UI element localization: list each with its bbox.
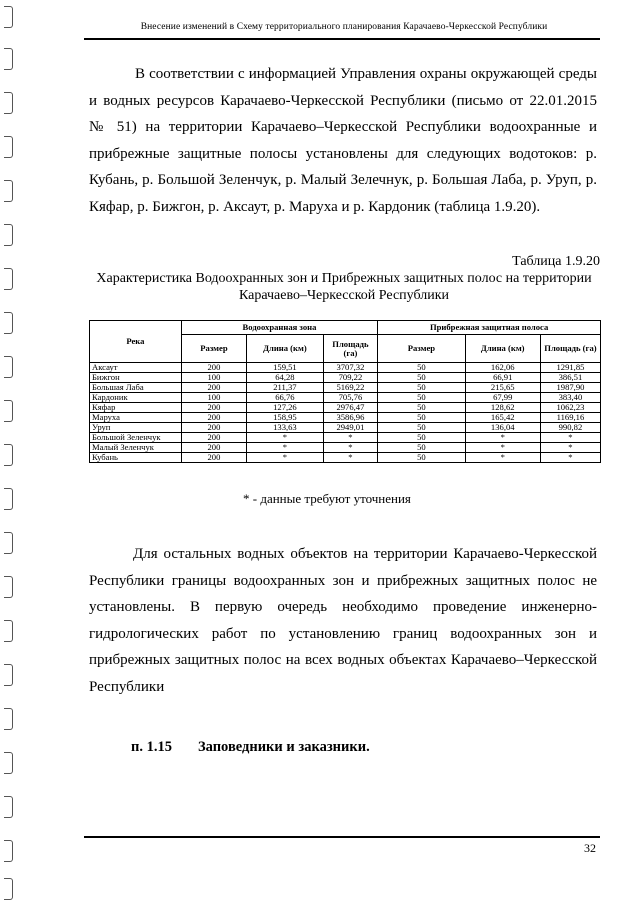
binder-hole [4,48,13,70]
wz-length: 159,51 [247,363,323,373]
wz-length: * [247,433,323,443]
binder-hole [4,840,13,862]
intro-paragraph: В соответствии с информацией Управления охраны окружающей среды и водных ресурсов Карачаево-Черкесской Республики (письмо от 22.01.2015 № 51) на территории Карачаево–Черкесской Республики водоохранные и прибрежные защитные полосы установлены для следующих водотоков: р. Кубань, р. Большой Зеленчук, р. Малый Зелечнук, р. Большая Лаба, р. Уруп, р. Кяфар, р. Бижгон, р. Аксаут, р. Маруха и р. Кардоник (таблица 1.9.20). [89,66,597,215]
wz-area: 5169,22 [323,383,378,393]
river-name: Малый Зеленчук [90,443,182,453]
cp-size: 50 [378,393,465,403]
table-row [90,403,601,413]
table-row [90,413,601,423]
table-footnote: * - данные требуют уточнения [243,491,411,506]
wz-length: 66,76 [247,393,323,403]
section-heading [131,739,370,756]
binder-hole [4,878,13,900]
cp-area: * [540,433,600,443]
wz-size: 100 [181,393,247,403]
cp-area: 386,51 [540,373,600,383]
wz-area: * [323,453,378,463]
table-row [90,423,601,433]
table-row [90,443,601,453]
wz-length: 127,26 [247,403,323,413]
binder-hole [4,400,13,422]
header-length: Длина (км) [247,335,323,363]
binder-hole [4,620,13,642]
header-size: Размер [378,335,465,363]
cp-size: 50 [378,403,465,413]
cp-size: 50 [378,413,465,423]
cp-area: * [540,453,600,463]
river-name: Большая Лаба [90,383,182,393]
cp-length: 66,91 [465,373,540,383]
binder-hole [4,92,13,114]
table-row [90,393,601,403]
section-number: п. 1.15 [131,739,172,755]
header-coastal-strip: Прибрежная защитная полоса [378,321,601,335]
cp-area: 1291,85 [540,363,600,373]
cp-size: 50 [378,433,465,443]
running-header: Внесение изменений в Схему территориального планирования Карачаево-Черкесской Республики [140,22,548,32]
header-area: Площадь (га) [540,335,600,363]
wz-area: 3586,96 [323,413,378,423]
wz-length: 64,28 [247,373,323,383]
binder-hole [4,444,13,466]
table-row [90,373,601,383]
binder-hole [4,312,13,334]
binder-hole [4,532,13,554]
cp-size: 50 [378,383,465,393]
binder-hole [4,708,13,730]
wz-size: 200 [181,433,247,443]
wz-length: * [247,453,323,463]
river-name: Аксаут [90,363,182,373]
cp-length: * [465,453,540,463]
water-zones-table [89,320,601,463]
wz-length: 133,63 [247,423,323,433]
wz-area: * [323,443,378,453]
wz-length: 211,37 [247,383,323,393]
wz-area: 3707,32 [323,363,378,373]
cp-size: 50 [378,363,465,373]
river-name: Кардоник [90,393,182,403]
footer-rule [84,836,600,838]
cp-length: 162,06 [465,363,540,373]
binder-hole [4,136,13,158]
wz-size: 200 [181,383,247,393]
river-name: Уруп [90,423,182,433]
wz-area: 709,22 [323,373,378,383]
wz-size: 200 [181,443,247,453]
cp-length: 165,42 [465,413,540,423]
header-area: Площадь (га) [323,335,378,363]
binder-holes [0,0,22,905]
cp-length: 128,62 [465,403,540,413]
cp-size: 50 [378,423,465,433]
wz-length: 158,95 [247,413,323,423]
binder-hole [4,576,13,598]
binder-hole [4,180,13,202]
wz-size: 100 [181,373,247,383]
header-water-protection-zone: Водоохранная зона [181,321,378,335]
table-caption: Характеристика Водоохранных зон и Прибрежных защитных полос на территории Карачаево–Черкесской Республики [96,271,592,303]
wz-length: * [247,443,323,453]
cp-length: 67,99 [465,393,540,403]
wz-size: 200 [181,423,247,433]
wz-area: 2976,47 [323,403,378,413]
binder-hole [4,664,13,686]
cp-size: 50 [378,453,465,463]
cp-area: 383,40 [540,393,600,403]
binder-hole [4,796,13,818]
wz-area: * [323,433,378,443]
cp-area: 990,82 [540,423,600,433]
wz-size: 200 [181,403,247,413]
cp-length: 215,65 [465,383,540,393]
cp-size: 50 [378,443,465,453]
binder-hole [4,752,13,774]
table-row [90,383,601,393]
wz-size: 200 [181,363,247,373]
river-name: Кяфар [90,403,182,413]
page-number: 32 [584,841,596,855]
binder-hole [4,224,13,246]
river-name: Большой Зеленчук [90,433,182,443]
wz-area: 705,76 [323,393,378,403]
header-length: Длина (км) [465,335,540,363]
river-name: Кубань [90,453,182,463]
table-row [90,363,601,373]
wz-size: 200 [181,413,247,423]
cp-area: 1987,90 [540,383,600,393]
cp-length: 136,04 [465,423,540,433]
cp-area: * [540,443,600,453]
table-number: Таблица 1.9.20 [512,254,600,269]
header-size: Размер [181,335,247,363]
wz-area: 2949,01 [323,423,378,433]
binder-hole [4,356,13,378]
header-rule [84,38,600,40]
river-name: Бижгон [90,373,182,383]
cp-area: 1169,16 [540,413,600,423]
cp-length: * [465,443,540,453]
table-row [90,433,601,443]
binder-hole [4,6,13,28]
header-river: Река [90,321,182,363]
binder-hole [4,488,13,510]
wz-size: 200 [181,453,247,463]
binder-hole [4,268,13,290]
river-name: Маруха [90,413,182,423]
cp-length: * [465,433,540,443]
cp-size: 50 [378,373,465,383]
table-row [90,453,601,463]
section-title: Заповедники и заказники. [197,739,370,755]
second-paragraph: Для остальных водных объектов на территории Карачаево-Черкесской Республики границы водоохранных зон и прибрежных защитных полос не установлены. В первую очередь необходимо проведение инженерно-гидрологических работ по установлению границ водоохранных зон и прибрежных защитных полос на всех водных объектах Карачаево–Черкесской Республики [89,546,597,695]
cp-area: 1062,23 [540,403,600,413]
